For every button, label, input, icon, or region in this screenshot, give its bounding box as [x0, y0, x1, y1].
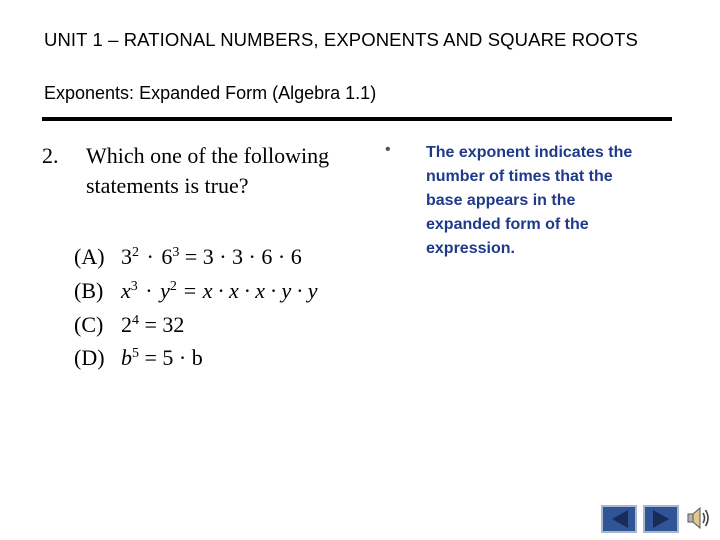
option-b-exponent-2: 2	[169, 279, 177, 294]
option-b-exponent-1: 3	[130, 279, 138, 294]
option-a-exponent-2: 3	[172, 245, 180, 260]
divider-rule	[42, 117, 672, 121]
option-d-expression	[121, 345, 203, 371]
speaker-icon	[683, 503, 713, 533]
option-d-exponent: 5	[132, 346, 139, 361]
note-bullet: •	[385, 141, 391, 158]
option-b-operator: ·	[145, 278, 153, 303]
option-b-base-1: x	[121, 278, 131, 303]
note-line-5: expression.	[426, 240, 515, 257]
previous-arrow-icon	[603, 507, 635, 531]
option-c-expression	[121, 312, 184, 338]
option-b-expression	[121, 278, 318, 304]
option-a-base-1: 3	[121, 244, 132, 269]
option-c-base: 2	[121, 312, 132, 337]
unit-title: UNIT 1 – RATIONAL NUMBERS, EXPONENTS AND SQUARE ROOTS	[44, 29, 638, 50]
option-d-base: b	[121, 345, 132, 370]
option-d-rhs: = 5 · b	[144, 345, 203, 370]
note-line-2: number of times that the	[426, 168, 613, 185]
option-a-exponent-1: 2	[132, 245, 139, 260]
option-c-letter: (C)	[74, 312, 104, 337]
next-arrow-icon	[645, 507, 677, 531]
note-line-4: expanded form of the	[426, 216, 589, 233]
note-line-3: base appears in the	[426, 192, 576, 209]
question-text-line-1: Which one of the following	[86, 143, 330, 168]
previous-slide-button[interactable]	[601, 505, 637, 533]
option-b-rhs: = x · x · x · y · y	[182, 278, 318, 303]
question-number: 2.	[42, 143, 59, 168]
option-b-letter: (B)	[74, 278, 104, 303]
next-slide-button[interactable]	[643, 505, 679, 533]
option-d-letter: (D)	[74, 345, 105, 370]
question-text-line-2: statements is true?	[86, 173, 249, 198]
option-c-rhs: = 32	[144, 312, 185, 337]
slide-subtitle: Exponents: Expanded Form (Algebra 1.1)	[44, 83, 377, 103]
option-a-letter: (A)	[74, 244, 105, 269]
option-a-operator: ·	[146, 244, 154, 269]
option-a-base-2: 6	[161, 244, 173, 269]
note-line-1: The exponent indicates the	[426, 144, 633, 161]
option-a-rhs: = 3 · 3 · 6 · 6	[184, 244, 302, 269]
option-c-exponent: 4	[132, 313, 139, 328]
audio-button[interactable]	[683, 503, 713, 538]
option-b-base-2: y	[160, 278, 170, 303]
option-a-expression	[121, 244, 302, 270]
